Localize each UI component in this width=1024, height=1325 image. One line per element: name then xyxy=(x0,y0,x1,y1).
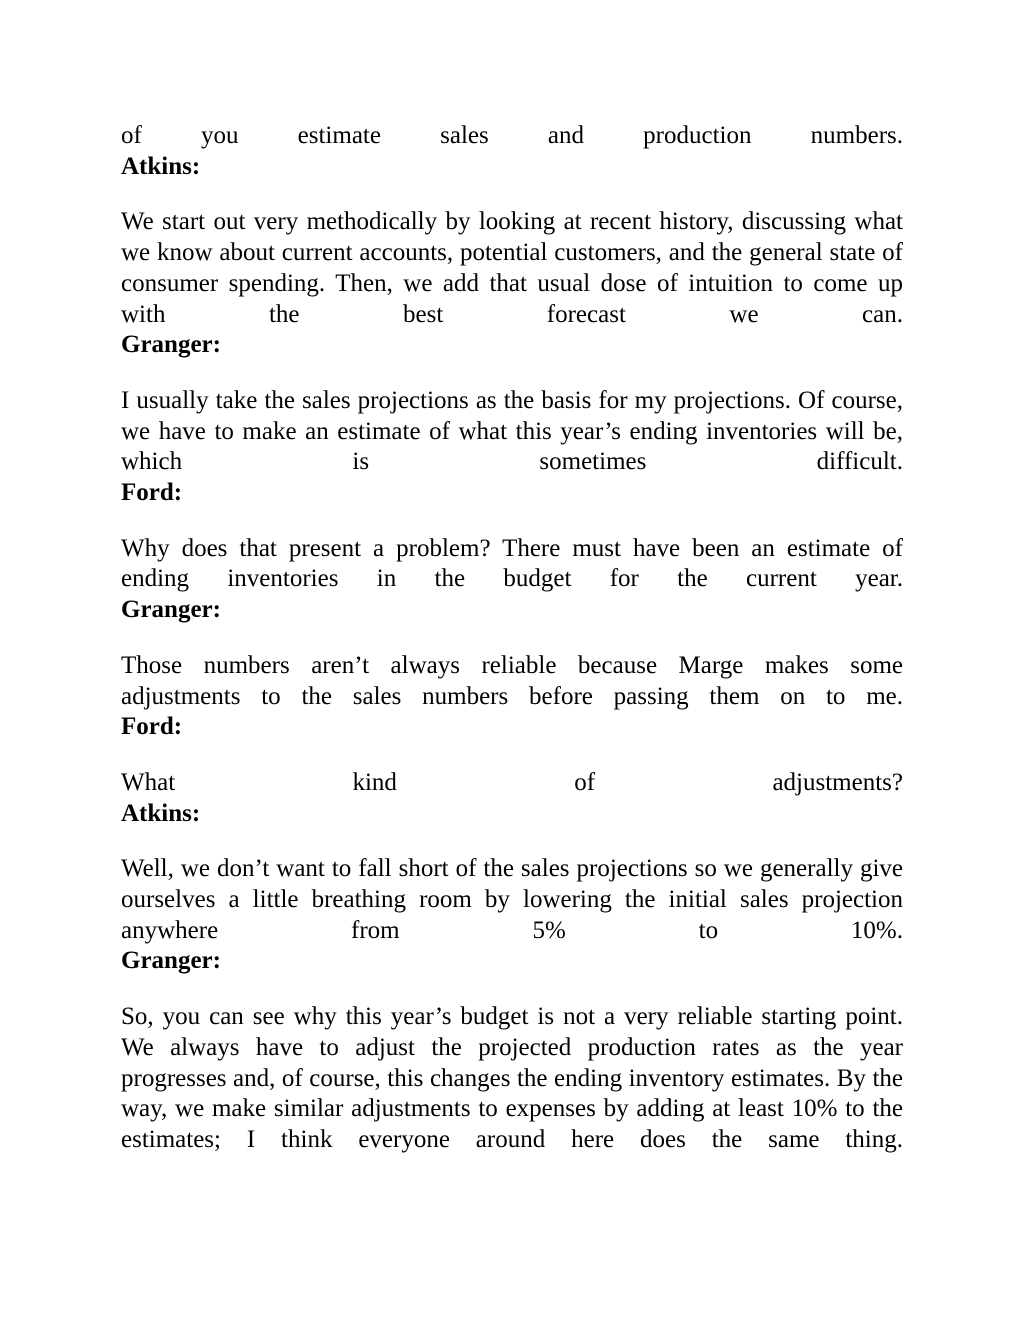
paragraph-text: Well, we don’t want to fall short of the sales projections so we generally give ourselves a little breathing room by lowering the initial sales projection anywhere from 5% to 10%. xyxy=(121,855,903,944)
dialogue-paragraph xyxy=(121,121,903,182)
speaker-label: Ford: xyxy=(121,479,183,507)
dialogue-paragraph xyxy=(121,386,903,509)
speaker-label: Atkins: xyxy=(121,152,201,180)
paragraph-text: of you estimate sales and production numbers. xyxy=(121,122,903,149)
document-page xyxy=(121,121,903,1181)
dialogue-paragraph xyxy=(121,534,903,626)
dialogue-paragraph xyxy=(121,854,903,977)
speaker-label: Ford: xyxy=(121,713,183,741)
speaker-label: Atkins: xyxy=(121,799,201,827)
paragraph-text: So, you can see why this year’s budget is not a very reliable starting point. We always have to adjust the projected production rates as the year progresses and, of course, this changes the ending inventory estimates. By the way, we make similar adjustments to expenses by adding at least 10% to the estimates; I think everyone around here does the same thing. xyxy=(121,1003,903,1153)
speaker-label: Granger: xyxy=(121,596,221,624)
dialogue-paragraph xyxy=(121,1002,903,1156)
speaker-label: Granger: xyxy=(121,947,221,975)
dialogue-paragraph xyxy=(121,651,903,743)
paragraph-text: Those numbers aren’t always reliable because Marge makes some adjustments to the sales numbers before passing them on to me. xyxy=(121,651,903,710)
dialogue-paragraph xyxy=(121,768,903,829)
paragraph-text: What kind of adjustments? xyxy=(121,768,903,796)
paragraph-text: Why does that present a problem? There must have been an estimate of ending inventories in the budget for the current year. xyxy=(121,534,903,593)
paragraph-text: We start out very methodically by looking at recent history, discussing what we know about current accounts, potential customers, and the general state of consumer spending. Then, we add that usual dose of intuition to come up with the best forecast we can. xyxy=(121,208,903,328)
speaker-label: Granger: xyxy=(121,331,221,359)
dialogue-paragraph xyxy=(121,207,903,361)
paragraph-text: I usually take the sales projections as the basis for my projections. Of course, we have to make an estimate of what this year’s ending inventories will be, which is sometimes difficult. xyxy=(121,386,903,476)
